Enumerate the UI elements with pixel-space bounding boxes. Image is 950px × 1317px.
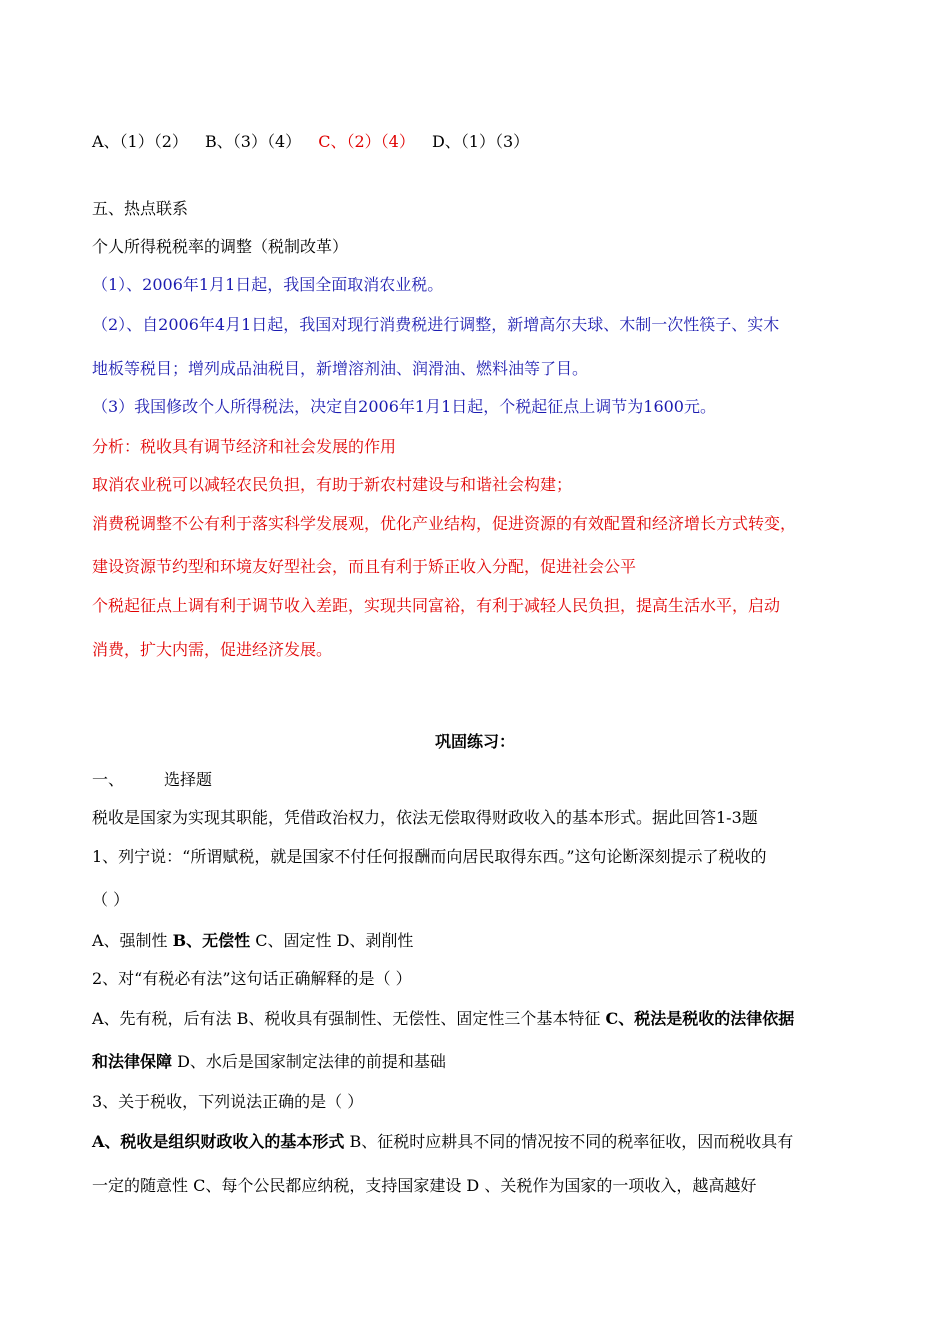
question-2: 2、对“有税必有法”这句话正确解释的是（ ） [92, 969, 412, 988]
section-subtitle: 个人所得税税率的调整（税制改革） [92, 237, 349, 256]
option-c: C、（2）（4） [318, 132, 415, 151]
q2-option-d: D、水后是国家制定法律的前提和基础 [172, 1052, 446, 1071]
q2-answer-c-cont: 和法律保障 [92, 1052, 173, 1071]
question-intro: 税收是国家为实现其职能，凭借政治权力，依法无偿取得财政收入的基本形式。据此回答1-3题 [92, 808, 758, 827]
question-3-options-line-2: 一定的随意性 C、每个公民都应纳税，支持国家建设 D 、关税作为国家的一项收入，越高越好 [92, 1176, 757, 1195]
q3-option-b: B、征税时应耕具不同的情况按不同的税率征收，因而税收具有 [344, 1132, 794, 1151]
question-2-options-line-2 [92, 1051, 446, 1073]
question-1-options [92, 930, 413, 952]
q1-option-a: A、强制性 [92, 931, 173, 950]
hot-item-2-line-1: （2）、自2006年4月1日起，我国对现行消费税进行调整，新增高尔夫球、木制一次性筷子、实木 [92, 315, 780, 334]
hot-item-1: （1）、2006年1月1日起，我国全面取消农业税。 [92, 275, 444, 294]
question-3: 3、关于税收，下列说法正确的是（ ） [92, 1092, 364, 1111]
q2-answer-c: C、税法是税收的法律依据 [605, 1009, 795, 1028]
q1-answer-b: B、无偿性 [172, 931, 251, 950]
question-2-options-line-1 [92, 1008, 794, 1030]
part-heading [92, 769, 212, 791]
q3-answer-a: A、税收是组织财政收入的基本形式 [92, 1132, 345, 1151]
analysis-line-4b: 消费，扩大内需，促进经济发展。 [92, 640, 333, 659]
q2-option-ab: A、先有税，后有法 B、税收具有强制性、无偿性、固定性三个基本特征 [92, 1009, 606, 1028]
hot-item-3: （3）我国修改个人所得税法，决定自2006年1月1日起，个税起征点上调节为1600元。 [92, 397, 716, 416]
q1-option-cd: C、固定性 D、剥削性 [250, 931, 414, 950]
option-b: B、（3）（4） [205, 132, 302, 151]
question-3-options-line-1 [92, 1131, 793, 1153]
part-number: 一、 [92, 770, 125, 789]
analysis-line-3b: 建设资源节约型和环境友好型社会，而且有利于矫正收入分配，促进社会公平 [92, 557, 637, 576]
answer-options-line [92, 131, 529, 153]
analysis-line-3a: 消费税调整不公有利于落实科学发展观，优化产业结构，促进资源的有效配置和经济增长方式转变， [92, 514, 797, 533]
option-a: A、（1）（2） [92, 132, 188, 151]
part-label: 选择题 [164, 770, 213, 789]
section-heading: 五、热点联系 [92, 199, 189, 218]
option-d: D、（1）（3） [431, 132, 530, 151]
analysis-line-4a: 个税起征点上调有利于调节收入差距，实现共同富裕，有利于减轻人民负担，提高生活水平，启动 [92, 596, 781, 615]
analysis-line-1: 分析：税收具有调节经济和社会发展的作用 [92, 437, 397, 456]
practice-title: 巩固练习： [434, 732, 515, 751]
hot-item-2-line-2: 地板等税目；增列成品油税目，新增溶剂油、润滑油、燃料油等了目。 [92, 359, 589, 378]
analysis-line-2: 取消农业税可以减轻农民负担，有助于新农村建设与和谐社会构建； [92, 475, 573, 494]
question-1-line-1: 1、列宁说：“所谓赋税，就是国家不付任何报酬而向居民取得东西。”这句论断深刻提示了税收的 [92, 847, 767, 866]
question-1-line-2: （ ） [92, 890, 130, 909]
